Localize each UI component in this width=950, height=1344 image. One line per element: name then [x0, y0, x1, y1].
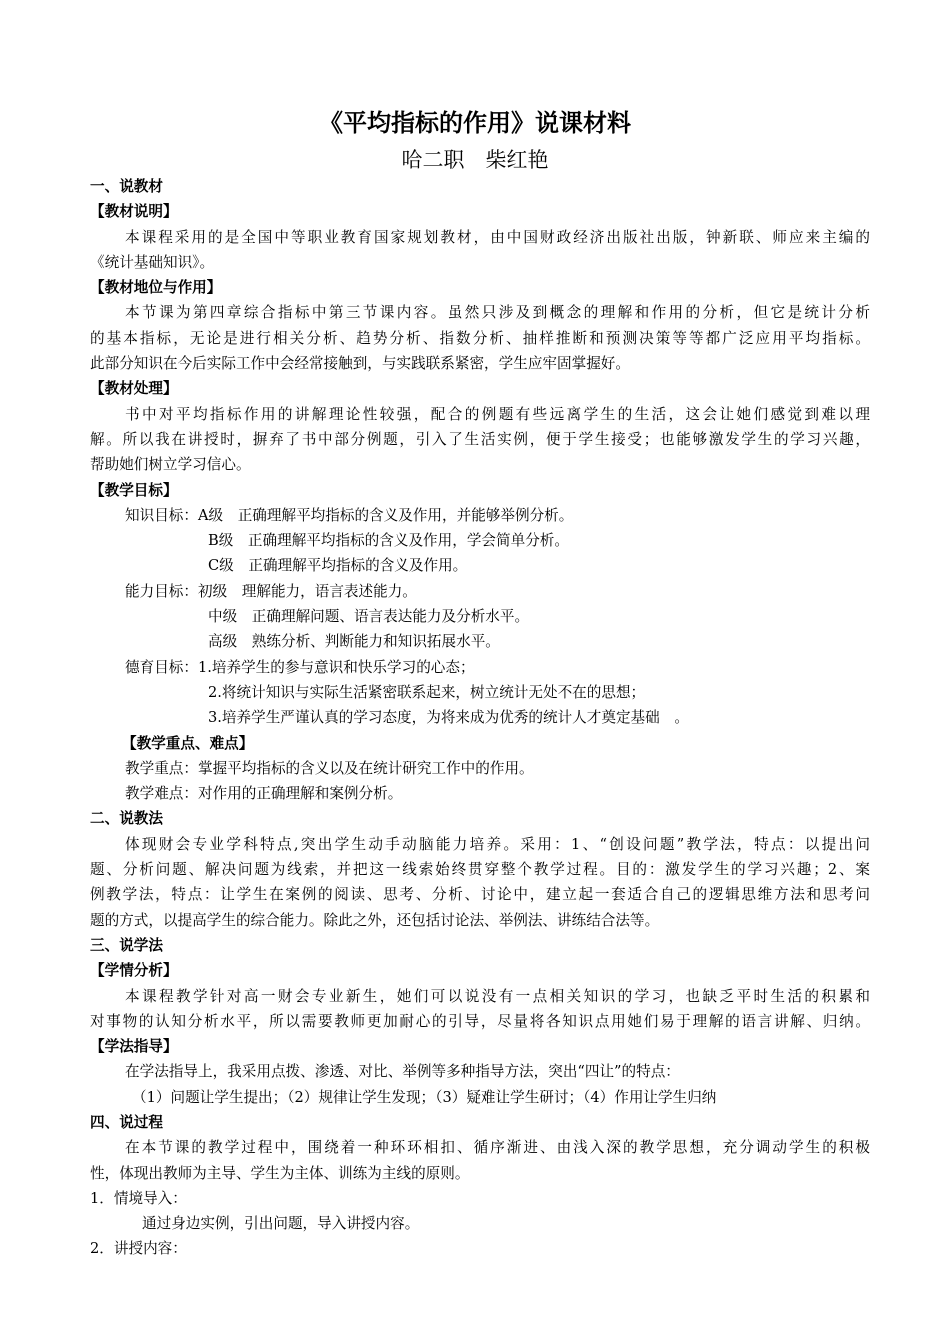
paragraph-line: 本节课为第四章综合指标中第三节课内容。虽然只涉及到概念的理解和作用的分析，但它是统计分析	[125, 304, 870, 322]
paragraph-line: 书中对平均指标作用的讲解理论性较强，配合的例题有些远离学生的生活，这会让她们感觉到难以理	[125, 405, 870, 423]
paragraph-line: 体现财会专业学科特点,突出学生动手动脑能力培养。采用：1、“创设问题”教学法，特点：以提出问	[125, 835, 870, 853]
goal-line: 德育目标：1.培养学生的参与意识和快乐学习的心态；	[125, 658, 475, 676]
subsection-heading: 【教材说明】	[90, 203, 178, 221]
paragraph-line: 《统计基础知识》。	[90, 253, 215, 271]
list-item: 1．情境导入：	[90, 1189, 187, 1207]
paragraph-line: 教学重点：掌握平均指标的含义以及在统计研究工作中的作用。	[125, 759, 534, 777]
paragraph-line: 在本节课的教学过程中，围绕着一种环环相扣、循序渐进、由浅入深的教学思想，充分调动学生的积极	[125, 1139, 870, 1157]
subsection-heading: 【教学目标】	[90, 481, 178, 499]
paragraph-line: 性，体现出教师为主导、学生为主体、训练为主线的原则。	[90, 1164, 470, 1182]
paragraph-line: 此部分知识在今后实际工作中会经常接触到，与实践联系紧密，学生应牢固掌握好。	[90, 355, 630, 373]
list-item: 2．讲授内容：	[90, 1240, 187, 1258]
section-heading: 一、说教材	[90, 178, 163, 195]
subsection-heading: 【学法指导】	[90, 1038, 178, 1056]
paragraph-line: 通过身边实例，引出问题，导入讲授内容。	[142, 1215, 420, 1233]
paragraph-line: 例教学法，特点：让学生在案例的阅读、思考、分析、讨论中，建立起一套适合自己的逻辑思维方法和思考问	[90, 886, 870, 904]
section-heading: 四、说过程	[90, 1113, 163, 1131]
paragraph-line: 帮助她们树立学习信心。	[90, 456, 251, 474]
goal-line: 能力目标：初级 理解能力，语言表述能力。	[125, 582, 417, 600]
document-author: 哈二职 柴红艳	[401, 148, 549, 172]
goal-line: B级 正确理解平均指标的含义及作用，学会简单分析。	[208, 532, 569, 550]
paragraph-line: （1）问题让学生提出；（2）规律让学生发现；（3）疑难让学生研讨；（4）作用让学生归纳	[132, 1088, 717, 1106]
paragraph-line: 题的方式，以提高学生的综合能力。除此之外，还包括讨论法、举例法、讲练结合法等。	[90, 911, 660, 929]
subsection-heading: 【教材地位与作用】	[90, 279, 222, 297]
paragraph-line: 本课程教学针对高一财会专业新生，她们可以说没有一点相关知识的学习，也缺乏平时生活的积累和	[125, 987, 870, 1005]
paragraph-line: 题、分析问题、解决问题为线索，并把这一线索始终贯穿整个教学过程。目的：激发学生的学习兴趣；2、案	[90, 861, 870, 879]
subsection-heading: 【教材处理】	[90, 380, 178, 398]
paragraph-line: 本课程采用的是全国中等职业教育国家规划教材，由中国财政经济出版社出版，钟新联、师应来主编的	[125, 228, 870, 246]
goal-line: 中级 正确理解问题、语言表达能力及分析水平。	[208, 608, 530, 626]
goal-line: 3.培养学生严谨认真的学习态度，为将来成为优秀的统计人才奠定基础 。	[208, 709, 689, 727]
goal-line: 知识目标：A级 正确理解平均指标的含义及作用，并能够举例分析。	[125, 506, 574, 524]
document-title: 《平均指标的作用》说课材料	[319, 108, 631, 137]
paragraph-line: 对事物的认知分析水平，所以需要教师更加耐心的引导，尽量将各知识点用她们易于理解的语言讲解、归纳。	[90, 1012, 870, 1030]
document-body	[90, 174, 870, 1262]
goal-line: C级 正确理解平均指标的含义及作用。	[208, 557, 468, 575]
paragraph-line: 教学难点：对作用的正确理解和案例分析。	[125, 785, 403, 803]
section-heading: 二、说教法	[90, 810, 163, 828]
goal-line: 2.将统计知识与实际生活紧密联系起来，树立统计无处不在的思想；	[208, 683, 646, 701]
subsection-heading: 【学情分析】	[90, 962, 178, 980]
paragraph-line: 解。所以我在讲授时，摒弃了书中部分例题，引入了生活实例，便于学生接受；也能够激发学生的学习兴趣，	[90, 430, 870, 448]
paragraph-line: 的基本指标，无论是进行相关分析、趋势分析、指数分析、抽样推断和预测决策等等都广泛应用平均指标。	[90, 329, 870, 347]
subsection-heading: 【教学重点、难点】	[122, 734, 254, 752]
section-heading: 三、说学法	[90, 936, 163, 954]
goal-line: 高级 熟练分析、判断能力和知识拓展水平。	[208, 633, 500, 651]
paragraph-line: 在学法指导上，我采用点拨、渗透、对比、举例等多种指导方法，突出“四让”的特点：	[125, 1063, 680, 1081]
